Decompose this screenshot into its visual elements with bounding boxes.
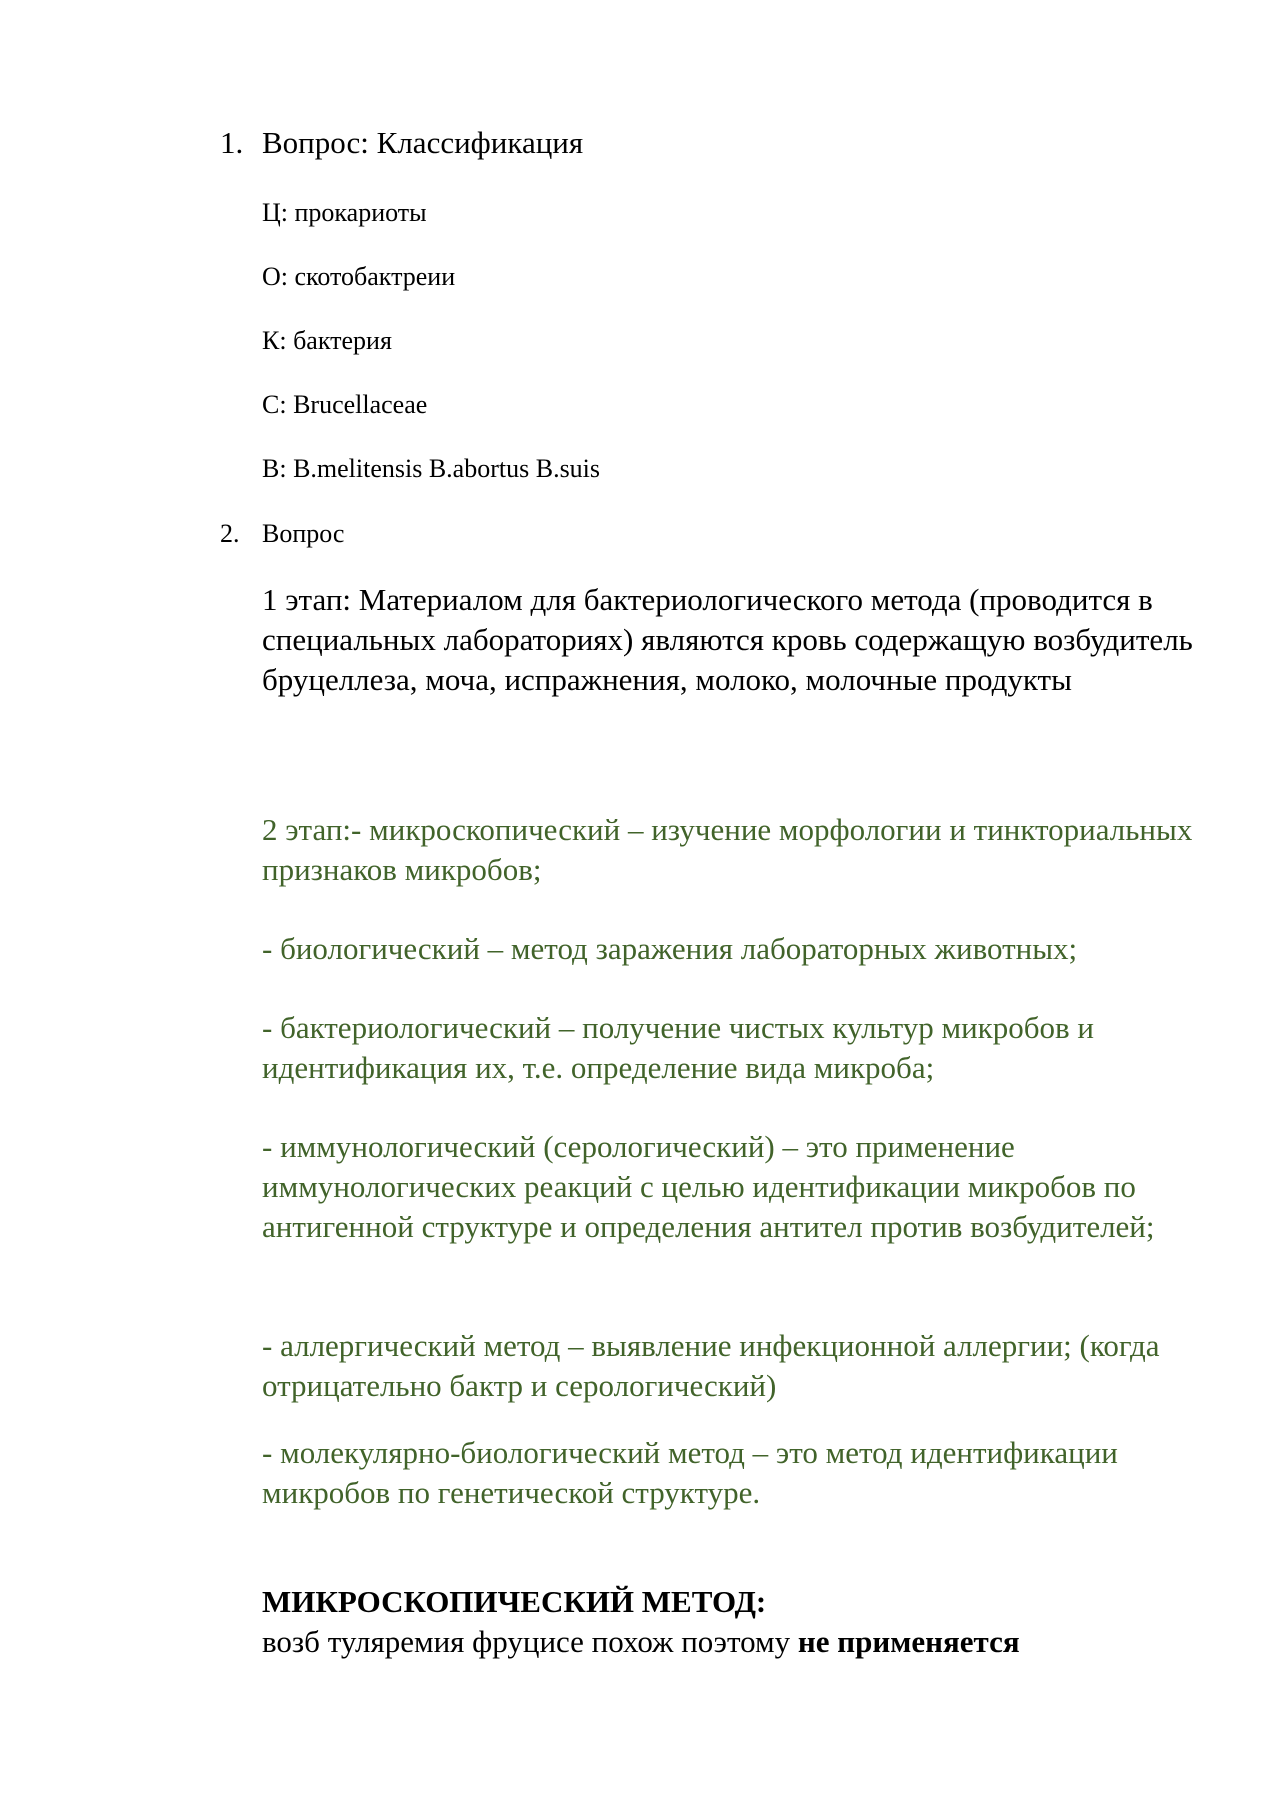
microscopic-method-note: возб туляремия фруцисе похож поэтому <box>262 1624 798 1659</box>
classification-order: О: скотобактреии <box>262 262 456 291</box>
microscopic-method-heading: МИКРОСКОПИЧЕСКИЙ МЕТОД: <box>262 1584 767 1619</box>
not-applied-emphasis: не применяется <box>797 1624 1020 1659</box>
question-1-title: Вопрос: Классификация <box>262 125 584 160</box>
question-2-number: 2. <box>220 519 240 548</box>
stage-2-immunological: - иммунологический (серологический) – это применение иммунологических реакций с целью идентификации микробов по антигенной структуре и определения антител против возбудителей; <box>262 1129 1155 1244</box>
stage-2-microscopic: 2 этап:- микроскопический – изучение морфологии и тинкториальных признаков микробов; <box>262 812 1193 887</box>
stage-2-allergic: - аллергический метод – выявление инфекционной аллергии; (когда отрицательно бактр и серологический) <box>262 1328 1160 1403</box>
stage-2-biological: - биологический – метод заражения лабораторных животных; <box>262 931 1078 966</box>
stage-1-paragraph: 1 этап: Материалом для бактериологического метода (проводится в специальных лабораториях) являются кровь содержащую возбудитель бруцеллеза, моча, испражнения, молоко, молочные продукты <box>262 582 1193 697</box>
classification-domain: Ц: прокариоты <box>262 198 427 227</box>
classification-class: К: бактерия <box>262 326 392 355</box>
microscopic-method-text <box>262 1622 1202 1662</box>
classification-species: В: B.melitensis B.abortus B.suis <box>262 454 601 483</box>
classification-family: С: Brucellaceae <box>262 390 428 419</box>
stage-2-molecular: - молекулярно-биологический метод – это метод идентификации микробов по генетической структуре. <box>262 1435 1118 1510</box>
question-2-title: Вопрос <box>262 519 345 548</box>
question-1-number: 1. <box>220 125 244 160</box>
stage-2-bacteriological: - бактериологический – получение чистых культур микробов и идентификация их, т.е. определение вида микроба; <box>262 1010 1094 1085</box>
